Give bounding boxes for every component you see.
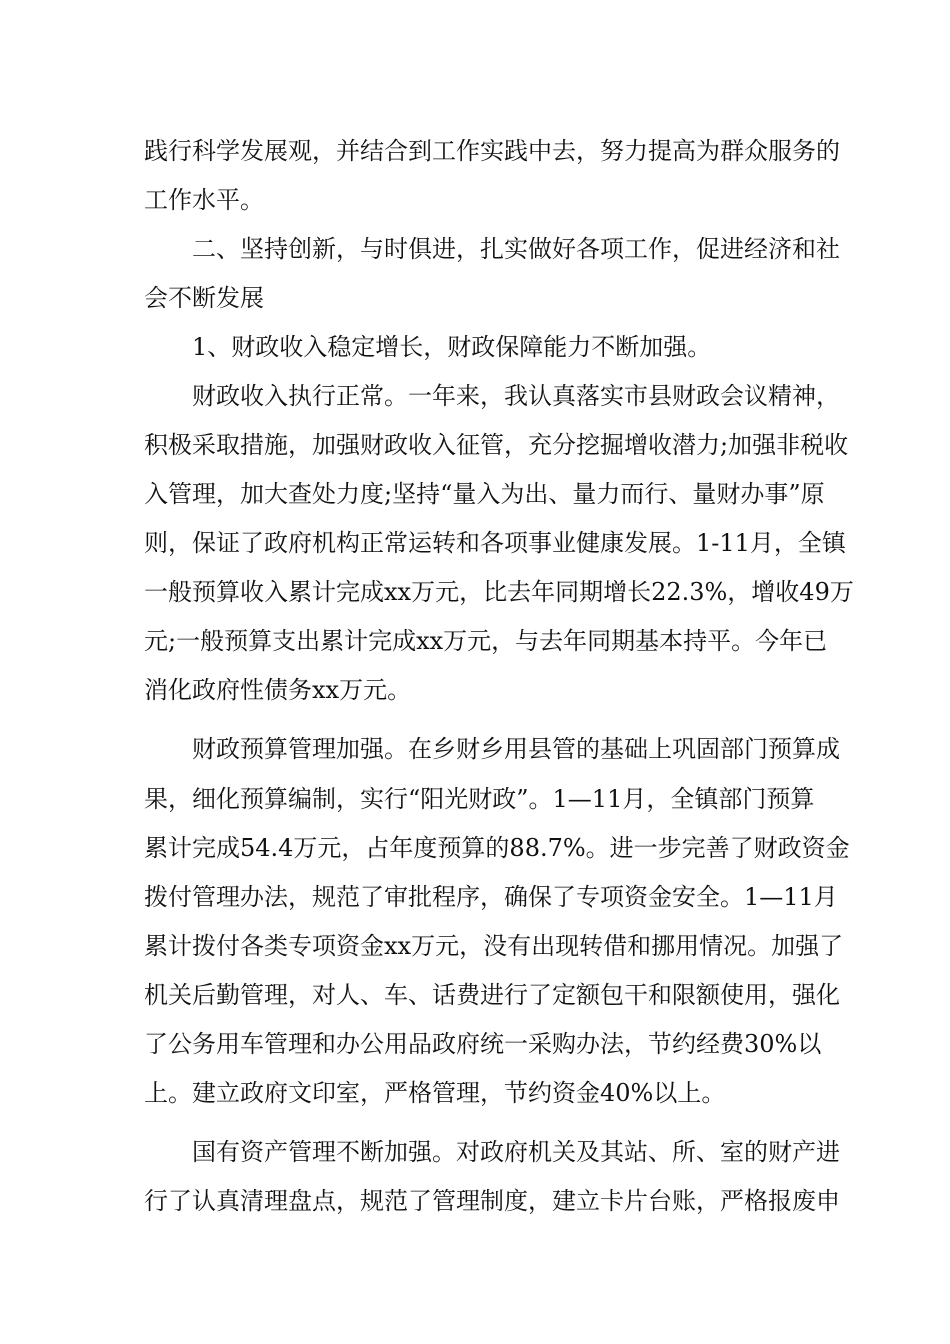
- text-line-6: 财政收入执行正常。一年来，我认真落实市县财政会议精神，: [192, 382, 840, 410]
- text-line-12: 消化政府性债务xx万元。: [144, 676, 412, 704]
- text-line-11: 元;一般预算支出累计完成xx万元，与去年同期基本持平。今年已: [144, 627, 828, 655]
- text-line-8: 入管理，加大查处力度;坚持“量入为出、量力而行、量财办事”原: [144, 480, 825, 508]
- text-line-1: 践行科学发展观，并结合到工作实践中去，努力提高为群众服务的: [144, 137, 840, 165]
- text-line-9: 则，保证了政府机构正常运转和各项事业健康发展。1-11月，全镇: [144, 529, 846, 557]
- text-line-2: 工作水平。: [144, 186, 264, 214]
- text-line-22: 行了认真清理盘点，规范了管理制度，建立卡片台账，严格报废申: [144, 1187, 840, 1215]
- text-line-19: 了公务用车管理和办公用品政府统一采购办法，节约经费30%以: [144, 1030, 822, 1058]
- text-line-20: 上。建立政府文印室，严格管理，节约资金40%以上。: [144, 1079, 726, 1107]
- text-line-14: 果，细化预算编制，实行“阳光财政”。1—11月，全镇部门预算: [144, 785, 815, 813]
- text-line-7: 积极采取措施，加强财政收入征管，充分挖掘增收潜力;加强非税收: [144, 431, 849, 459]
- text-line-17: 累计拨付各类专项资金xx万元，没有出现转借和挪用情况。加强了: [144, 932, 844, 960]
- text-line-18: 机关后勤管理，对人、车、话费进行了定额包干和限额使用，强化: [144, 981, 840, 1009]
- text-line-21: 国有资产管理不断加强。对政府机关及其站、所、室的财产进: [192, 1138, 840, 1166]
- text-line-16: 拨付管理办法，规范了审批程序，确保了专项资金安全。1—11月: [144, 883, 838, 911]
- text-line-10: 一般预算收入累计完成xx万元，比去年同期增长22.3%，增收49万: [144, 578, 854, 606]
- text-line-15: 累计完成54.4万元，占年度预算的88.7%。进一步完善了财政资金: [144, 834, 850, 862]
- subsection-heading-1: 1、财政收入稳定增长，财政保障能力不断加强。: [192, 333, 712, 361]
- section-heading-2-cont: 会不断发展: [144, 284, 264, 312]
- text-line-13: 财政预算管理加强。在乡财乡用县管的基础上巩固部门预算成: [192, 735, 840, 763]
- section-heading-2: 二、坚持创新，与时俱进，扎实做好各项工作，促进经济和社: [192, 235, 840, 263]
